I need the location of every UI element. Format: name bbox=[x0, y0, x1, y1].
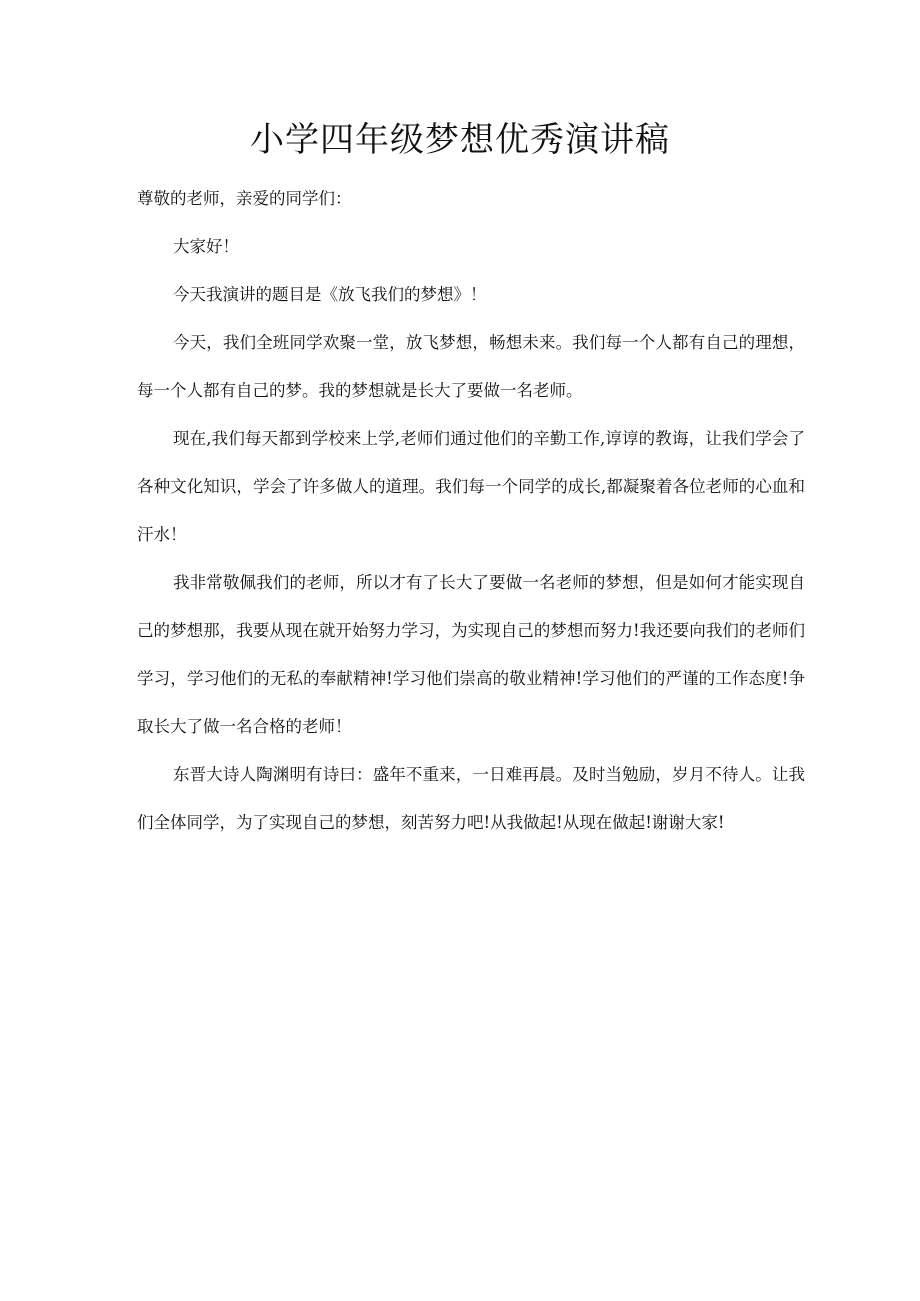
page-title: 小学四年级梦想优秀演讲稿 bbox=[250, 120, 670, 160]
speech-body bbox=[137, 175, 805, 847]
paragraph-respect: 我非常敬佩我们的老师，所以才有了长大了要做一名老师的梦想，但是如何才能实现自己的梦想那，我要从现在就开始努力学习，为实现自己的梦想而努力!我还要向我们的老师们学习，学习他们的无私的奉献精神!学习他们崇高的敬业精神!学习他们的严谨的工作态度!争取长大了做一名合格的老师！ bbox=[137, 573, 805, 736]
paragraph-topic: 今天我演讲的题目是《放飞我们的梦想》！ bbox=[173, 285, 487, 304]
paragraph-dream: 今天，我们全班同学欢聚一堂，放飞梦想，畅想未来。我们每一个人都有自己的理想，每一个人都有自己的梦。我的梦想就是长大了要做一名老师。 bbox=[137, 333, 805, 400]
paragraph-teachers: 现在,我们每天都到学校来上学,老师们通过他们的辛勤工作,谆谆的教诲，让我们学会了各种文化知识，学会了许多做人的道理。我们每一个同学的成长,都凝聚着各位老师的心血和汗水！ bbox=[137, 429, 805, 544]
paragraph-closing: 东晋大诗人陶渊明有诗曰：盛年不重来，一日难再晨。及时当勉励，岁月不待人。让我们全体同学，为了实现自己的梦想，刻苦努力吧!从我做起!从现在做起!谢谢大家! bbox=[137, 765, 805, 832]
paragraph-greeting: 大家好！ bbox=[173, 237, 239, 256]
salutation: 尊敬的老师，亲爱的同学们： bbox=[137, 189, 352, 208]
